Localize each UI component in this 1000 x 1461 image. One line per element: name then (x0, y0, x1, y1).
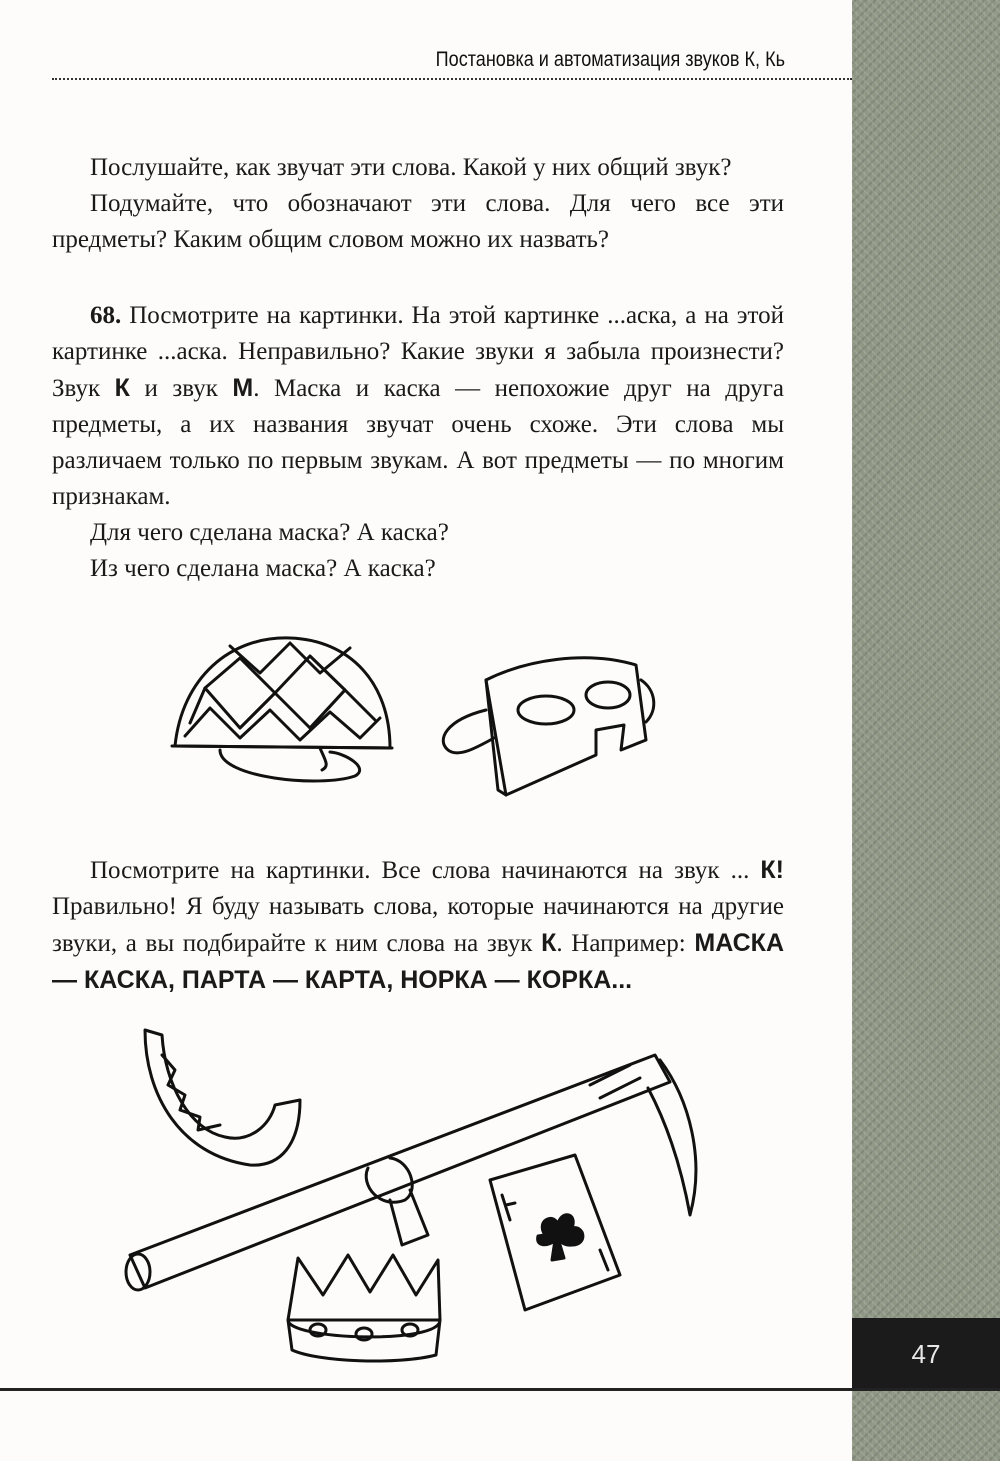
crown-icon (278, 1250, 448, 1370)
words-paragraph: Посмотрите на картинки. Все слова начинаются на звук ... К! Правильно! Я буду называть слова, которые начинаются на другие звуки, а вы подбирайте к ним слова на звук К. Например: МАСКА — КАСКА, ПАРТА — КАРТА, НОРКА — КОРКА... (52, 856, 784, 994)
word-pairs: МАСКА — КАСКА, ПАРТА — КАРТА, НОРКА — КОРКА... (52, 929, 784, 994)
exercise-number: 68. (90, 302, 122, 329)
exercise-paragraph: 68. Посмотрите на картинки. На этой картинке ...аска, а на этой картинке ...аска. Неправильно? Какие звуки я забыла произнести? Звук К и звук М. Маска и каска — непохожие друг на друга предметы, а их названия звучат очень схоже. Эти слова мы различаем только по первым звукам. А вот предметы — по многим признакам. (52, 302, 784, 510)
header-divider (52, 78, 852, 80)
bottom-rule (0, 1388, 1000, 1391)
playing-card-icon (480, 1150, 640, 1315)
intro-text (52, 150, 784, 258)
words-exercise (52, 852, 784, 999)
page-number: 47 (852, 1318, 1000, 1390)
helmet-icon (170, 628, 400, 798)
decorative-side-strip (852, 0, 1000, 1461)
intro-paragraph-2: Подумайте, что обозначают эти слова. Для чего все эти предметы? Каким общим словом можно их назвать? (52, 190, 784, 253)
sound-k-excl: К! (760, 856, 784, 884)
intro-paragraph-1: Послушайте, как звучат эти слова. Какой у них общий звук? (90, 154, 732, 181)
running-header: Постановка и автоматизация звуков К, Кь (435, 48, 785, 71)
sound-k-2: К (541, 929, 557, 957)
exercise-68 (52, 298, 784, 587)
sound-k: К (114, 374, 130, 402)
mask-icon (436, 640, 661, 800)
question-1: Для чего сделана маска? А каска? (90, 519, 449, 546)
sound-m: М (232, 374, 254, 402)
question-2: Из чего сделана маска? А каска? (90, 555, 436, 582)
